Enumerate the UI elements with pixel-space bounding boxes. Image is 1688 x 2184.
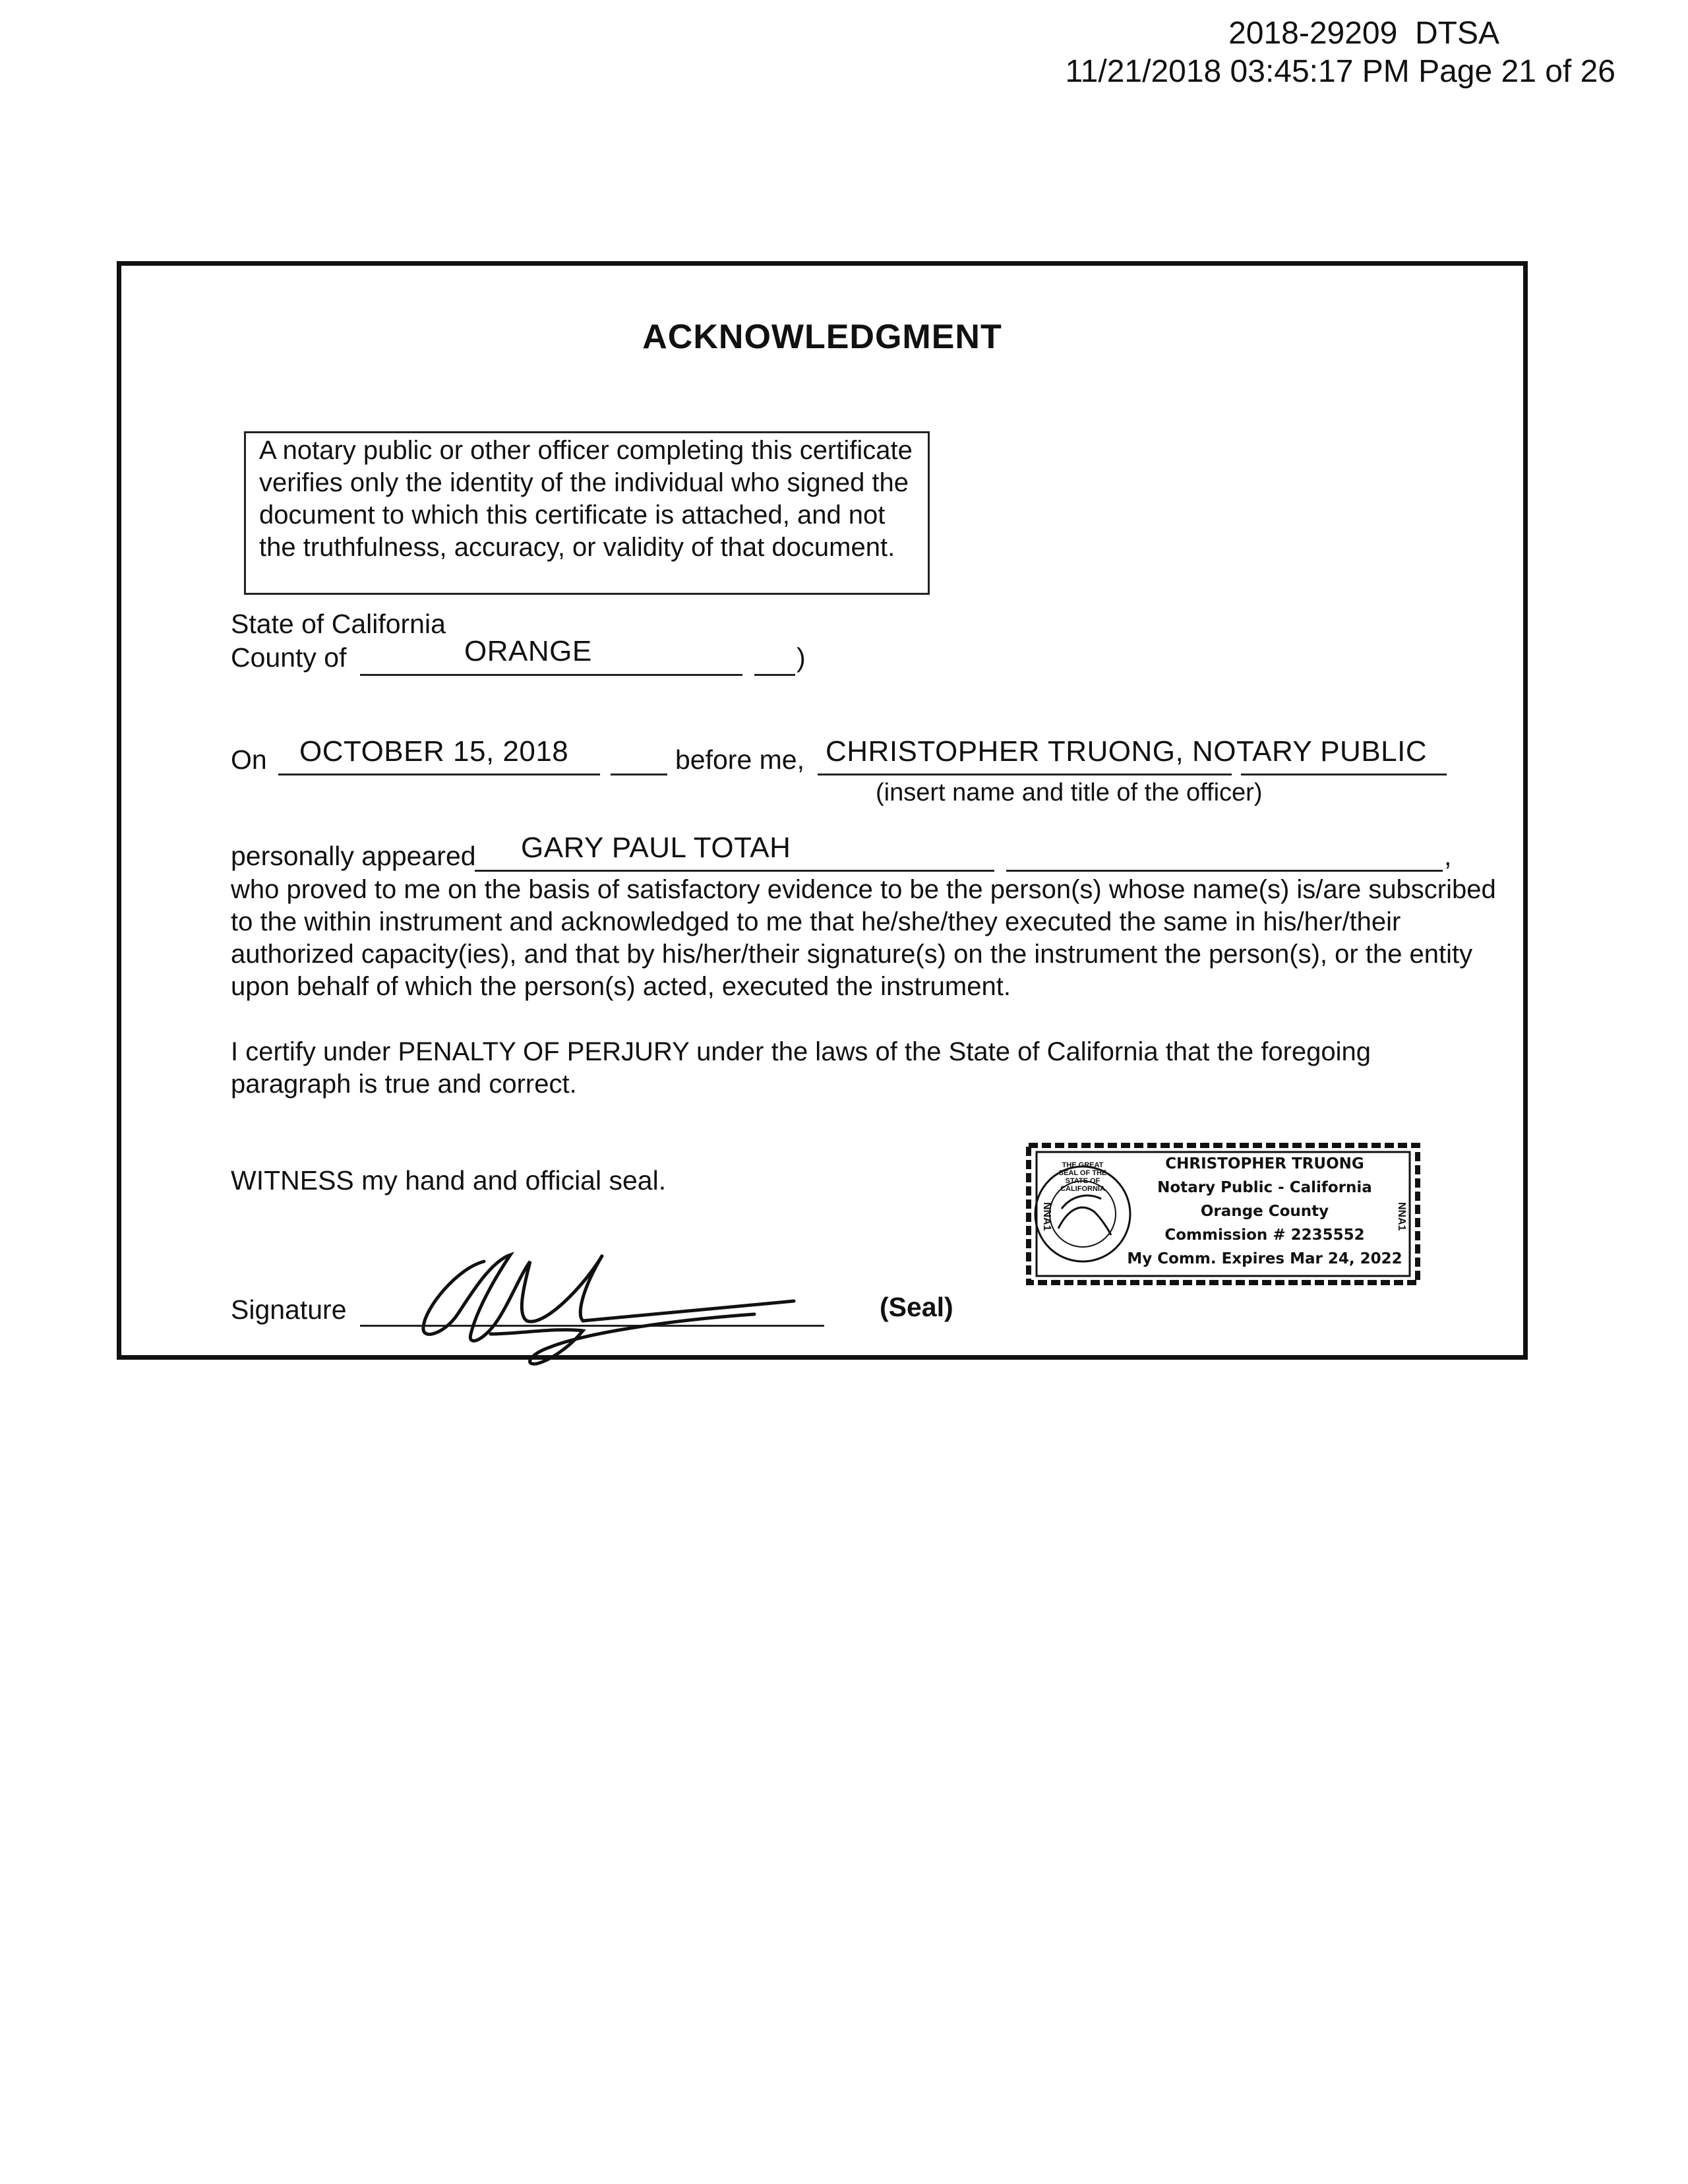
county-underline-2 [754, 674, 795, 676]
seal-text-block [1126, 1152, 1403, 1271]
appeared-underline [475, 870, 994, 872]
date-underline [278, 774, 600, 775]
seal-county: Orange County [1200, 1203, 1329, 1220]
officer-caption: (insert name and title of the officer) [876, 779, 1263, 806]
date-underline-2 [611, 774, 667, 775]
signature-label: Signature [231, 1294, 347, 1325]
seal-ring-text: THE GREAT SEAL OF THE STATE OF CALIFORNIA [1058, 1161, 1107, 1193]
county-close-paren: ) [797, 642, 806, 673]
county-value: ORANGE [464, 635, 592, 667]
witness-text: WITNESS my hand and official seal. [231, 1165, 667, 1196]
state-label: State of California [231, 609, 446, 639]
notary-seal [1022, 1136, 1424, 1292]
appeared-comma: , [1444, 841, 1452, 871]
appeared-underline-2 [1006, 870, 1443, 872]
officer-value: CHRISTOPHER TRUONG, NOTARY PUBLIC [826, 735, 1428, 768]
seal-side-mark-right: NNA1 [1396, 1202, 1407, 1231]
officer-underline [818, 774, 1232, 775]
seal-commission: Commission # 2235552 [1164, 1227, 1365, 1244]
seal-expires: My Comm. Expires Mar 24, 2022 [1127, 1250, 1402, 1267]
seal-notary-name: CHRISTOPHER TRUONG [1165, 1155, 1364, 1172]
county-label: County of [231, 642, 347, 673]
before-me-label: before me, [675, 744, 804, 775]
form-title: ACKNOWLEDGMENT [642, 318, 1002, 356]
officer-underline-2 [1241, 774, 1447, 775]
date-value: OCTOBER 15, 2018 [299, 735, 569, 768]
county-underline [360, 674, 742, 676]
recording-stamp: 11/21/2018 03:45:17 PM Page 21 of 26 [1065, 54, 1615, 89]
body-paragraph: who proved to me on the basis of satisfactory evidence to be the person(s) whose name(s) is/are subscribed to the within instrument and acknowledged to me that he/she/they executed the same in his/her/their authorized capacity(ies), and that by his/her/their signature(s) on the instrument the person(s), or the entity upon behalf of which the person(s) acted, executed the instrument. [231, 875, 1496, 1001]
certify-paragraph: I certify under PENALTY OF PERJURY under the laws of the State of California that the foregoing paragraph is true and correct. [231, 1037, 1372, 1099]
seal-side-mark-left: NNA1 [1041, 1202, 1052, 1231]
seal-notary-title: Notary Public - California [1157, 1179, 1372, 1196]
document-number: 2018-29209 DTSA [1228, 16, 1499, 51]
acknowledgment-form [117, 261, 1528, 1360]
notice-text: A notary public or other officer completing this certificate verifies only the identity of the individual who signed the document to which this certificate is attached, and not the truthfulness, accuracy, or validity of that document. [259, 436, 913, 562]
seal-label: (Seal) [880, 1292, 953, 1322]
appeared-label: personally appeared [231, 841, 476, 871]
notice-box [244, 431, 930, 595]
on-label: On [231, 744, 267, 775]
appeared-value: GARY PAUL TOTAH [521, 832, 791, 864]
signature-drawing [385, 1235, 833, 1367]
